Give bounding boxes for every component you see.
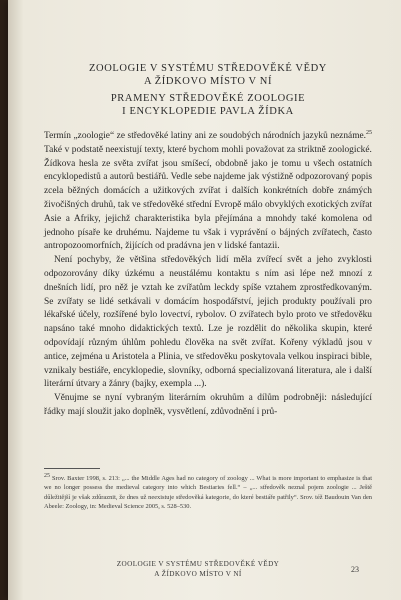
running-footer [88,560,308,579]
body-text [44,130,372,420]
page-number: 23 [351,565,359,574]
running-footer-line-2: A ŽÍDKOVO MÍSTO V NÍ [154,569,242,578]
footnote-number: 25 [44,472,50,479]
section-title [48,92,368,118]
chapter-title-line-2: A ŽÍDKOVO MÍSTO V NÍ [143,76,273,87]
chapter-title-line-1: ZOOLOGIE V SYSTÉMU STŘEDOVĚKÉ VĚDY [89,63,327,74]
section-title-line-1: PRAMENY STŘEDOVĚKÉ ZOOLOGIE [110,93,306,104]
footnote [44,474,372,512]
book-page [8,0,401,600]
footnote-reference[interactable]: 25 [366,129,372,136]
paragraph-1-text-b: Také v podstatě neexistují texty, které bychom mohli považovat za striktně zoologické. Žídkova hesla ze světa zvířat jsou smíšecí, obdobně jako je tomu u všech ostatních encyklopedistů a autorů bestiářů. Vedle sebe najdeme jak výstižně odpozorovaný popis zcela běžných domácích a užitkových zvířat i dalších konkrétních dobře známých živočišných druhů, tak ve středověké střední Evropě málo obvyklých exotických zvířat Asie a Afriky, jejichž charakteristika byla přejímána a mnohdy také komolena od jednoho písaře ke druhému. Najdeme tu však i vyprávění o bájných zvířatech, často antropozoomorfních, žijících od pradávna jen v lidské fantazii. [44,144,372,252]
footnote-divider [44,468,100,469]
paragraph-1-text-a: Termín „zoologie“ ze středověké latiny ani ze soudobých národních jazyků neznáme. [44,131,366,141]
paragraph-3: Věnujme se nyní vybraným literárním okruhům a dílům podrobněji: následující řádky mají sloužit jako doplněk, vysvětlení, zdůvodnění i prů- [44,393,372,417]
running-footer-line-1: ZOOLOGIE V SYSTÉMU STŘEDOVĚKÉ VĚDY [116,560,280,568]
footnote-text: Srov. Baxter 1998, s. 213: „... the Middle Ages had no category of zoology ... What is more important to emphasize is that we no longer possess the medieval category into which Bestiaries fell.“ – „... středověk neznal pojem zoologie ... Ještě důležitější je však zdůraznit, že dnes už neexistuje středověká kategorie, do které bestiáře patřily“. Srov. též Baudouin Van den Abeele: Zoology, in: Medieval Science 2005, s. 528–530. [44,475,372,511]
chapter-title [48,62,368,88]
paragraph-2: Není pochyby, že většina středověkých lidí měla zvířecí svět a jeho zvyklosti odpozorovány díky úzkému a neustálému kontaktu s ním asi lépe než mnozí z dnešních lidí, pro něž je vztah ke zvířatům leckdy spíše vztahem zprostředkovaným. Se zvířaty se lidé setkávali v domácím hospodářství, jejich produkty používali pro lékařské účely, rozšířené bylo lovectví, rybolov. O zvířatech bylo proto ve středověku napsáno také mnoho didaktických textů. Lze je rozdělit do několika skupin, které odpovídají různým úhlům pohledu člověka na svět zvířat. Kořeny výkladů jsou v antice, zejména u Aristotela a Plinia, ve středověku poskytovala velkou inspiraci bible, vznikaly bestiáře, encyklopedie, slovníky, odborná specializovaná literatura, ale i další literární útvary a žánry (bajky, exempla ...). [44,255,372,390]
paragraph-1 [44,130,372,254]
section-title-line-2: I ENCYKLOPEDIE PAVLA ŽÍDKA [122,106,294,117]
